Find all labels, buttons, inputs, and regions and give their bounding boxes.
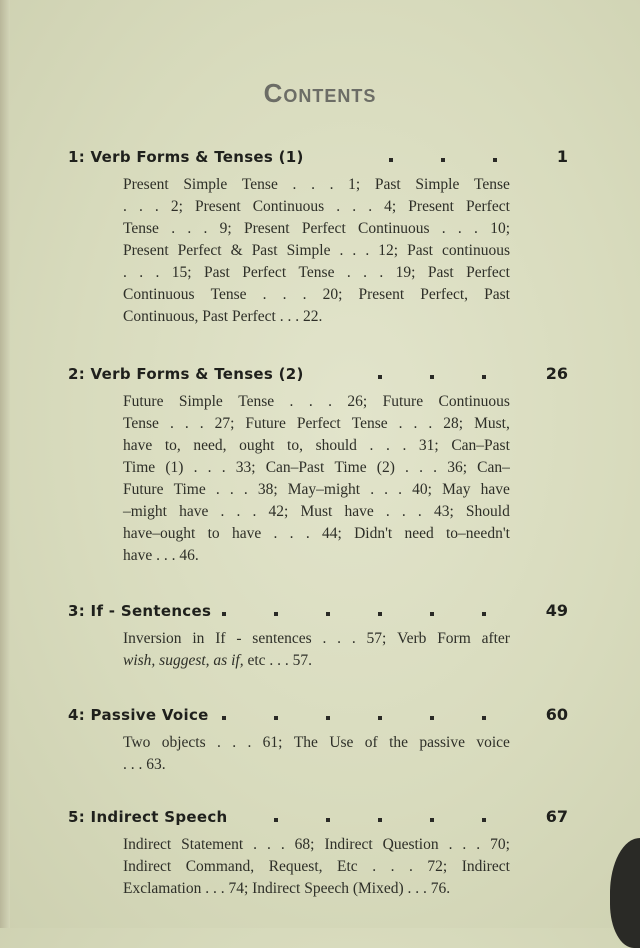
topic-text: . <box>365 242 370 259</box>
topic-text: . <box>169 415 174 432</box>
topic-text: 44; <box>321 525 342 542</box>
topic-line <box>123 479 510 501</box>
topic-text: need, <box>193 437 227 454</box>
toc-section <box>68 364 568 567</box>
topic-text: 15; <box>171 264 192 281</box>
topic-text: . <box>413 415 418 432</box>
dot-leader <box>304 375 546 379</box>
leader-dot <box>274 716 278 720</box>
topic-text: Past <box>204 264 230 281</box>
topic-text: Indirect <box>123 836 172 853</box>
topic-text: Past <box>484 286 510 303</box>
leader-dot <box>326 716 330 720</box>
section-title: 2: Verb Forms & Tenses (2) <box>68 365 304 383</box>
topic-line <box>123 754 510 776</box>
leader-dot <box>482 375 486 379</box>
leader-dot <box>222 612 226 616</box>
topic-text: 38; <box>257 481 278 498</box>
topic-text: Must, <box>474 415 510 432</box>
topic-line <box>123 196 510 218</box>
topic-text: to, <box>287 437 303 454</box>
dot-leader <box>228 818 546 822</box>
topic-line <box>123 240 510 262</box>
topic-text: . <box>408 858 413 875</box>
topic-text: . <box>154 198 159 215</box>
topic-text: 31; <box>418 437 439 454</box>
topic-text: . <box>273 525 278 542</box>
topic-text: . <box>139 264 144 281</box>
topic-text: . <box>352 242 357 259</box>
topic-text: . <box>187 220 192 237</box>
topic-text: Simple <box>415 176 460 193</box>
leader-dot <box>430 375 434 379</box>
topic-text: Perfect <box>301 220 346 237</box>
topic-text: . <box>232 734 237 751</box>
topic-text: Indirect <box>324 836 373 853</box>
topic-text: . <box>329 176 334 193</box>
dot-leader <box>304 158 557 162</box>
topic-text: have . . . 46. <box>123 547 199 564</box>
topic-text: . <box>385 503 390 520</box>
topic-text: . <box>193 459 198 476</box>
topic-line <box>123 650 510 672</box>
page-number: 49 <box>545 601 568 620</box>
toc-heading <box>68 601 568 623</box>
topic-text: in <box>192 630 205 647</box>
topic-text: 68; <box>294 836 315 853</box>
topic-text: . <box>336 198 341 215</box>
topic-text: . <box>398 481 403 498</box>
leader-dot <box>430 716 434 720</box>
topic-text: . <box>243 481 248 498</box>
topic-text: 9; <box>219 220 232 237</box>
topic-line <box>123 413 510 435</box>
toc-section <box>68 601 568 672</box>
topic-text: 57; <box>366 630 387 647</box>
topic-text: . <box>441 220 446 237</box>
topic-text: . <box>171 220 176 237</box>
topic-text: Perfect <box>466 198 510 215</box>
section-topics <box>123 834 510 900</box>
topic-text: . <box>390 858 395 875</box>
topic-text: . <box>457 220 462 237</box>
topic-line <box>123 262 510 284</box>
topic-text: . <box>280 836 285 853</box>
topic-text: Present <box>358 286 405 303</box>
topic-text: . . . 63. <box>123 756 166 773</box>
topic-text: –might <box>123 503 167 520</box>
leader-dot <box>378 375 382 379</box>
topic-text: to–needn't <box>446 525 510 542</box>
topic-text: Future <box>382 393 424 410</box>
topic-text: Question <box>382 836 439 853</box>
topic-text: . <box>207 459 212 476</box>
section-topics <box>123 732 510 776</box>
topic-text: Must <box>300 503 333 520</box>
topic-text: 20; <box>322 286 343 303</box>
topic-text: Simple <box>178 393 223 410</box>
topic-text: . <box>155 264 160 281</box>
topic-text: . <box>398 415 403 432</box>
topic-text: . <box>289 525 294 542</box>
topic-text: Perfect <box>177 242 222 259</box>
topic-text: . <box>369 437 374 454</box>
topic-text: Time <box>173 481 206 498</box>
topic-text: Perfect <box>466 264 510 281</box>
topic-text: Tense <box>474 176 510 193</box>
topic-text: wish, suggest, as if, <box>123 652 244 669</box>
leader-dot <box>430 818 434 822</box>
topic-line <box>123 501 510 523</box>
topic-text: Should <box>465 503 510 520</box>
leader-dot <box>482 612 486 616</box>
topic-line <box>123 391 510 413</box>
topic-text: continuous <box>441 242 510 259</box>
topic-text: 42; <box>268 503 289 520</box>
topic-text: 43; <box>433 503 454 520</box>
leader-dot <box>378 716 382 720</box>
page-corner-shadow <box>610 838 640 948</box>
topic-text: . <box>363 264 367 281</box>
topic-text: Use <box>329 734 354 751</box>
topic-text: objects <box>161 734 206 751</box>
topic-text: Tense <box>351 415 388 432</box>
topic-text: . <box>462 836 467 853</box>
topic-text: . <box>123 198 127 215</box>
leader-dot <box>482 716 486 720</box>
leader-dot <box>389 158 393 162</box>
section-title: 4: Passive Voice <box>68 706 209 724</box>
topic-text: . <box>221 459 226 476</box>
topic-text: . <box>292 176 297 193</box>
topic-text: Time <box>334 459 367 476</box>
topic-text: . <box>401 503 406 520</box>
topic-text: . <box>184 415 189 432</box>
topic-line <box>123 284 510 306</box>
topic-text: . <box>402 437 407 454</box>
topic-text: to <box>207 525 220 542</box>
topic-text: . <box>368 198 373 215</box>
topic-text: 27; <box>214 415 235 432</box>
topic-text: Form <box>437 630 471 647</box>
topic-text: . <box>253 836 258 853</box>
topic-text: Perfect, <box>420 286 469 303</box>
page-title: Contents <box>263 78 377 108</box>
topic-text: . <box>385 437 390 454</box>
topic-text: . <box>346 264 351 281</box>
topic-text: Past <box>407 242 433 259</box>
topic-text: & <box>230 242 243 259</box>
topic-text: of <box>364 734 378 751</box>
topic-text: . <box>339 242 344 259</box>
topic-text: 10; <box>490 220 510 237</box>
topic-text: 33; <box>235 459 256 476</box>
topic-text: . <box>417 503 422 520</box>
topic-line <box>123 628 510 650</box>
topic-text: Perfect <box>296 415 341 432</box>
topic-line <box>123 174 510 196</box>
topic-text: voice <box>476 734 510 751</box>
topic-text: need <box>404 525 434 542</box>
topic-text: Simple <box>183 176 228 193</box>
topic-text: . <box>352 198 357 215</box>
topic-text: May <box>442 481 471 498</box>
topic-text: . <box>474 220 478 237</box>
topic-text: Present <box>123 242 169 259</box>
topic-text: passive <box>419 734 465 751</box>
leader-dot <box>274 612 278 616</box>
topic-text: have <box>344 503 374 520</box>
topic-text: ought <box>239 437 275 454</box>
topic-text: Tense <box>123 220 159 237</box>
topic-text: 1; <box>348 176 361 193</box>
topic-line <box>123 878 510 900</box>
toc-heading <box>68 364 568 386</box>
page-binding-edge <box>0 0 10 928</box>
topic-text: 61; <box>262 734 283 751</box>
topic-text: Past <box>427 264 454 281</box>
section-title: 3: If - Sentences <box>68 602 212 620</box>
topic-text: Present <box>243 220 290 237</box>
leader-dot <box>482 818 486 822</box>
topic-text: should <box>315 437 357 454</box>
topic-text: Didn't <box>354 525 393 542</box>
topic-text: . <box>215 481 220 498</box>
topic-text: - <box>236 630 242 647</box>
toc-section <box>68 807 568 900</box>
topic-text: Etc <box>337 858 358 875</box>
topic-text: 36; <box>447 459 467 476</box>
topic-text: . <box>216 734 221 751</box>
topic-text: Future <box>123 481 164 498</box>
topic-text: Indirect <box>123 858 172 875</box>
topic-text: Two <box>123 734 151 751</box>
topic-text: Continuous <box>123 286 195 303</box>
topic-text: . <box>138 198 143 215</box>
topic-text: . <box>229 481 234 498</box>
topic-text: . <box>428 415 433 432</box>
topic-text: have <box>123 437 153 454</box>
topic-text: (1) <box>165 459 184 476</box>
topic-text: . <box>405 459 409 476</box>
topic-text: Continuous <box>358 220 430 237</box>
topic-text: 12; <box>378 242 399 259</box>
topic-text: Request, <box>268 858 323 875</box>
dot-leader <box>211 612 546 616</box>
topic-text: 19; <box>395 264 416 281</box>
topic-text: Simple <box>286 242 331 259</box>
topic-text: Indirect <box>461 858 510 875</box>
topic-text: Can– <box>477 459 510 476</box>
topic-text: Present <box>408 198 454 215</box>
topic-text: have <box>179 503 209 520</box>
topic-text: The <box>293 734 318 751</box>
topic-text: . <box>302 286 307 303</box>
topic-text: (2) <box>376 459 395 476</box>
topic-text: . <box>266 836 271 853</box>
topic-line <box>123 523 510 545</box>
topic-text: . <box>448 836 453 853</box>
toc-heading <box>68 807 568 829</box>
topic-text: Tense <box>210 286 247 303</box>
topic-text: . <box>476 836 481 853</box>
topic-text: Tense <box>123 415 159 432</box>
topic-text: . <box>351 630 356 647</box>
topic-text: 40; <box>412 481 432 498</box>
leader-dot <box>326 612 330 616</box>
topic-text: . <box>262 286 267 303</box>
topic-text: Verb <box>397 630 427 647</box>
topic-line <box>123 834 510 856</box>
topic-text: . <box>308 393 313 410</box>
topic-text: . <box>123 264 127 281</box>
leader-dot <box>441 158 445 162</box>
topic-text: . <box>370 481 375 498</box>
topic-text: Continuous <box>252 198 325 215</box>
topic-line <box>123 732 510 754</box>
topic-line <box>123 856 510 878</box>
topic-text: Tense <box>238 393 275 410</box>
leader-dot <box>493 158 497 162</box>
topic-text: . <box>311 176 315 193</box>
topic-text: . <box>282 286 287 303</box>
topic-text: Tense <box>241 176 278 193</box>
topic-text: . <box>252 503 257 520</box>
topic-text: Future <box>123 393 164 410</box>
topic-text: after <box>481 630 510 647</box>
toc-heading <box>68 147 568 169</box>
topic-text: have <box>231 525 262 542</box>
topic-text: Perfect <box>242 264 287 281</box>
topic-text: Inversion <box>123 630 182 647</box>
topic-text: . <box>433 459 438 476</box>
leader-dot <box>326 818 330 822</box>
page-number: 26 <box>545 364 568 383</box>
topic-text: Continuous, Past Perfect . . . 22. <box>123 308 323 325</box>
topic-text: have–ought <box>123 525 196 542</box>
topic-text: Present <box>195 198 241 215</box>
topic-text: have <box>480 481 510 498</box>
section-topics <box>123 628 510 672</box>
toc-section <box>68 705 568 776</box>
page-number: 67 <box>545 807 568 826</box>
leader-dot <box>430 612 434 616</box>
topic-text: . <box>220 503 225 520</box>
topic-text: sentences <box>252 630 312 647</box>
leader-dot <box>378 612 382 616</box>
topic-text: . <box>247 734 252 751</box>
section-topics <box>123 391 510 567</box>
topic-text: Exclamation . . . 74; Indirect Speech (Mixed) . . . 76. <box>123 880 451 897</box>
topic-text: the <box>389 734 408 751</box>
topic-text: . <box>379 264 384 281</box>
topic-text: . <box>328 393 332 410</box>
topic-text: Time <box>123 459 156 476</box>
topic-text: 28; <box>443 415 464 432</box>
dot-leader <box>209 716 546 720</box>
toc-heading <box>68 705 568 727</box>
topic-text: etc . . . 57. <box>243 652 313 669</box>
topic-text: If <box>215 630 226 647</box>
topic-text: 2; <box>170 198 183 215</box>
topic-line <box>123 435 510 457</box>
topic-text: . <box>337 630 342 647</box>
page-number: 1 <box>556 147 568 166</box>
topic-line <box>123 457 510 479</box>
topic-text: Continuous <box>438 393 510 410</box>
topic-text: . <box>199 415 204 432</box>
topic-text: Command, <box>185 858 255 875</box>
page-number: 60 <box>545 705 568 724</box>
topic-text: Statement <box>181 836 244 853</box>
topic-text: . <box>419 459 423 476</box>
topic-text: to, <box>164 437 181 454</box>
topic-text: Can–Past <box>265 459 325 476</box>
section-topics <box>123 174 510 328</box>
topic-text: Future <box>245 415 286 432</box>
leader-dot <box>378 818 382 822</box>
topic-text: 70; <box>490 836 510 853</box>
section-title: 1: Verb Forms & Tenses (1) <box>68 148 304 166</box>
topic-text: Past <box>251 242 278 259</box>
leader-dot <box>222 716 226 720</box>
topic-text: . <box>322 630 327 647</box>
topic-text: Past <box>374 176 401 193</box>
topic-text: . <box>203 220 208 237</box>
topic-line <box>123 218 510 240</box>
topic-line <box>123 545 510 567</box>
topic-text: . <box>236 503 241 520</box>
topic-text: 72; <box>427 858 448 875</box>
topic-text: Tense <box>298 264 335 281</box>
topic-text: . <box>384 481 389 498</box>
topic-line <box>123 306 510 328</box>
topic-text: . <box>305 525 310 542</box>
topic-text: 26; <box>347 393 368 410</box>
topic-text: May–might <box>287 481 361 498</box>
topic-text: Present <box>123 176 169 193</box>
topic-text: . <box>289 393 294 410</box>
topic-text: Can–Past <box>451 437 510 454</box>
section-title: 5: Indirect Speech <box>68 808 228 826</box>
toc-section <box>68 147 568 328</box>
leader-dot <box>274 818 278 822</box>
topic-text: . <box>372 858 377 875</box>
topic-text: 4; <box>384 198 397 215</box>
